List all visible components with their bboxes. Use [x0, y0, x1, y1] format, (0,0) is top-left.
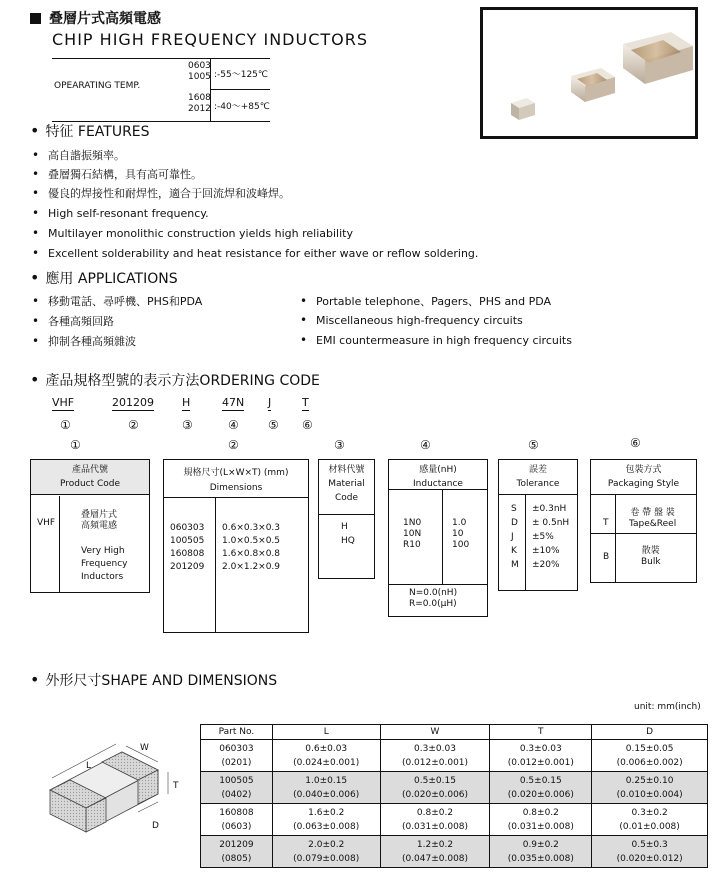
column-header: D — [592, 725, 708, 740]
feature-item: • 叠層獨石結構，具有高可靠性。 — [32, 167, 202, 181]
table-cell: 2.0±0.2 (0.079±0.008) — [272, 836, 380, 868]
inductance-box — [388, 459, 488, 617]
code-number: ③ — [182, 418, 193, 432]
code-inductance: 47N — [222, 396, 245, 409]
operating-temp-table — [52, 58, 270, 122]
table-cell: 0.5±0.3 (0.020±0.012) — [592, 836, 708, 868]
dimension-values: 0.6×0.3×0.3 1.0×0.5×0.5 1.6×0.8×0.8 2.0×1.2×0.9 — [222, 523, 281, 572]
packaging-code: T — [603, 518, 609, 528]
dimension-codes: 060303 100505 160808 201209 — [170, 523, 205, 572]
packaging-name: 卷 帶 盤 裝 Tape&Reel — [629, 508, 677, 529]
product-code: VHF — [37, 518, 56, 528]
divider — [615, 495, 616, 582]
inductance-notes: N=0.0(nH) R=0.0(μH) — [409, 588, 458, 609]
table-cell: 0.5±0.15 (0.020±0.006) — [380, 772, 490, 804]
table-cell: 0.9±0.2 (0.035±0.008) — [490, 836, 592, 868]
code-tolerance: J — [268, 396, 272, 409]
divider — [59, 496, 60, 592]
box-header: 規格尺寸(L×W×T) (mm) Dimensions — [164, 460, 308, 498]
table-row — [201, 772, 708, 804]
code-packaging: T — [302, 396, 309, 409]
tolerance-values: ±0.3nH ± 0.5nH ±5% ±10% ±20% — [532, 504, 570, 570]
code-number: ① — [60, 418, 71, 432]
divider — [215, 498, 216, 632]
page-title-en: CHIP HIGH FREQUENCY INDUCTORS — [52, 30, 369, 49]
table-row — [201, 804, 708, 836]
table-cell: 0.25±0.10 (0.010±0.004) — [592, 772, 708, 804]
tolerance-codes: S D J K M — [511, 504, 519, 570]
diagram-label-t: T — [173, 781, 179, 791]
column-header: L — [272, 725, 380, 740]
table-row — [201, 740, 708, 772]
code-number: ④ — [228, 418, 239, 432]
applications-heading: • 應用 APPLICATIONS — [30, 268, 178, 287]
application-item: • Portable telephone、Pagers、PHS and PDA — [300, 294, 552, 308]
feature-item: • High self-resonant frequency. — [32, 206, 209, 220]
table-cell: 1.0±0.15 (0.040±0.006) — [272, 772, 380, 804]
table-cell: 0.8±0.2 (0.031±0.008) — [490, 804, 592, 836]
product-name-cn: 叠層片式 高頻電感 — [81, 510, 118, 531]
ordering-heading: • 產品規格型號的表示方法ORDERING CODE — [30, 370, 320, 389]
code-vhf: VHF — [52, 396, 75, 409]
table-cell: 0.3±0.03 (0.012±0.001) — [380, 740, 490, 772]
temp-range: :-55～125℃ — [214, 70, 269, 80]
column-header: Part No. — [201, 725, 273, 740]
table-cell: 0.6±0.03 (0.024±0.001) — [272, 740, 380, 772]
table-cell: 060303 (0201) — [201, 740, 273, 772]
divider — [591, 533, 696, 534]
box-number: ③ — [334, 438, 345, 452]
product-code-box — [30, 459, 150, 593]
packaging-name: 散裝 Bulk — [641, 546, 661, 567]
inductance-values: 1.0 10 100 — [452, 518, 470, 550]
table-cell: 100505 (0402) — [201, 772, 273, 804]
inductance-codes: 1N0 10N R10 — [403, 518, 422, 550]
box-header: 產品代號 Product Code — [31, 460, 149, 495]
box-header: 材料代號 Material Code — [319, 460, 374, 515]
box-header: 感量(nH) Inductance — [389, 460, 487, 490]
diagram-label-w: W — [140, 743, 149, 753]
table-cell: 0.8±0.2 (0.031±0.008) — [380, 804, 490, 836]
title-cn-text: 叠層片式高頻電感 — [49, 11, 161, 27]
temp-codes: 0603 1005 — [188, 61, 211, 82]
unit-label: unit: mm(inch) — [634, 702, 701, 712]
page-title-cn — [30, 8, 161, 28]
table-cell: 0.3±0.03 (0.012±0.001) — [490, 740, 592, 772]
column-header: W — [380, 725, 490, 740]
application-item: • Miscellaneous high-frequency circuits — [300, 313, 523, 327]
code-material: H — [182, 396, 191, 409]
divider — [525, 495, 526, 590]
feature-item: • Multilayer monolithic construction yields high reliability — [32, 226, 353, 240]
column-header: T — [490, 725, 592, 740]
packaging-box — [590, 459, 697, 583]
box-header: 包裝方式 Packaging Style — [591, 460, 696, 495]
table-row — [201, 836, 708, 868]
table-cell: 1.2±0.2 (0.047±0.008) — [380, 836, 490, 868]
divider — [442, 490, 443, 584]
box-number: ① — [70, 438, 81, 452]
diagram-label-l: L — [86, 761, 92, 771]
product-photo — [480, 7, 698, 139]
box-number: ⑥ — [630, 436, 641, 450]
shape-heading: • 外形尺寸SHAPE AND DIMENSIONS — [30, 670, 278, 689]
table-cell: 0.5±0.15 (0.020±0.006) — [490, 772, 592, 804]
table-header-row — [201, 725, 708, 740]
table-cell: 1.6±0.2 (0.063±0.008) — [272, 804, 380, 836]
square-bullet-icon — [30, 13, 41, 24]
application-item: • 移動電話、尋呼機、PHS和PDA — [32, 294, 203, 308]
application-item: • 抑制各種高頻雜波 — [32, 334, 136, 348]
packaging-code: B — [603, 552, 610, 562]
diagram-label-d: D — [152, 821, 159, 831]
chip-diagram — [30, 728, 190, 848]
table-cell: 0.15±0.05 (0.006±0.002) — [592, 740, 708, 772]
temp-range: :-40～+85℃ — [214, 102, 270, 112]
box-number: ② — [228, 438, 239, 452]
tolerance-box — [498, 459, 578, 591]
table-cell: 160808 (0603) — [201, 804, 273, 836]
feature-item: • Excellent solderability and heat resistance for either wave or reflow soldering. — [32, 246, 479, 260]
box-header: 誤差 Tolerance — [499, 460, 577, 495]
divider — [389, 584, 487, 585]
dimensions-box — [163, 459, 309, 633]
table-cell: 0.3±0.2 (0.01±0.008) — [592, 804, 708, 836]
feature-item: • 高自諧振頻率。 — [32, 148, 125, 162]
material-codes: H HQ — [341, 522, 355, 546]
code-number: ② — [128, 418, 139, 432]
divider — [210, 89, 270, 90]
table-cell: 201209 (0805) — [201, 836, 273, 868]
temp-codes: 1608 2012 — [188, 93, 211, 114]
dimensions-table — [200, 724, 708, 868]
features-heading: • 特征 FEATURES — [30, 121, 150, 140]
application-item: • 各種高頻回路 — [32, 314, 114, 328]
application-item: • EMI countermeasure in high frequency circuits — [300, 333, 572, 347]
code-size: 201209 — [112, 396, 154, 409]
chip-dimension-diagram — [30, 728, 190, 848]
temp-label: OPEARATING TEMP. — [54, 81, 141, 91]
material-box — [318, 459, 375, 579]
feature-item: • 優良的焊接性和耐焊性，適合于回流焊和波峰焊。 — [32, 186, 290, 200]
box-number: ⑤ — [528, 438, 539, 452]
code-number: ⑤ — [268, 418, 279, 432]
box-number: ④ — [420, 438, 431, 452]
chip-inductor-photo — [483, 10, 695, 136]
product-name-en: Very High Frequency Inductors — [81, 546, 128, 582]
code-number: ⑥ — [302, 418, 313, 432]
